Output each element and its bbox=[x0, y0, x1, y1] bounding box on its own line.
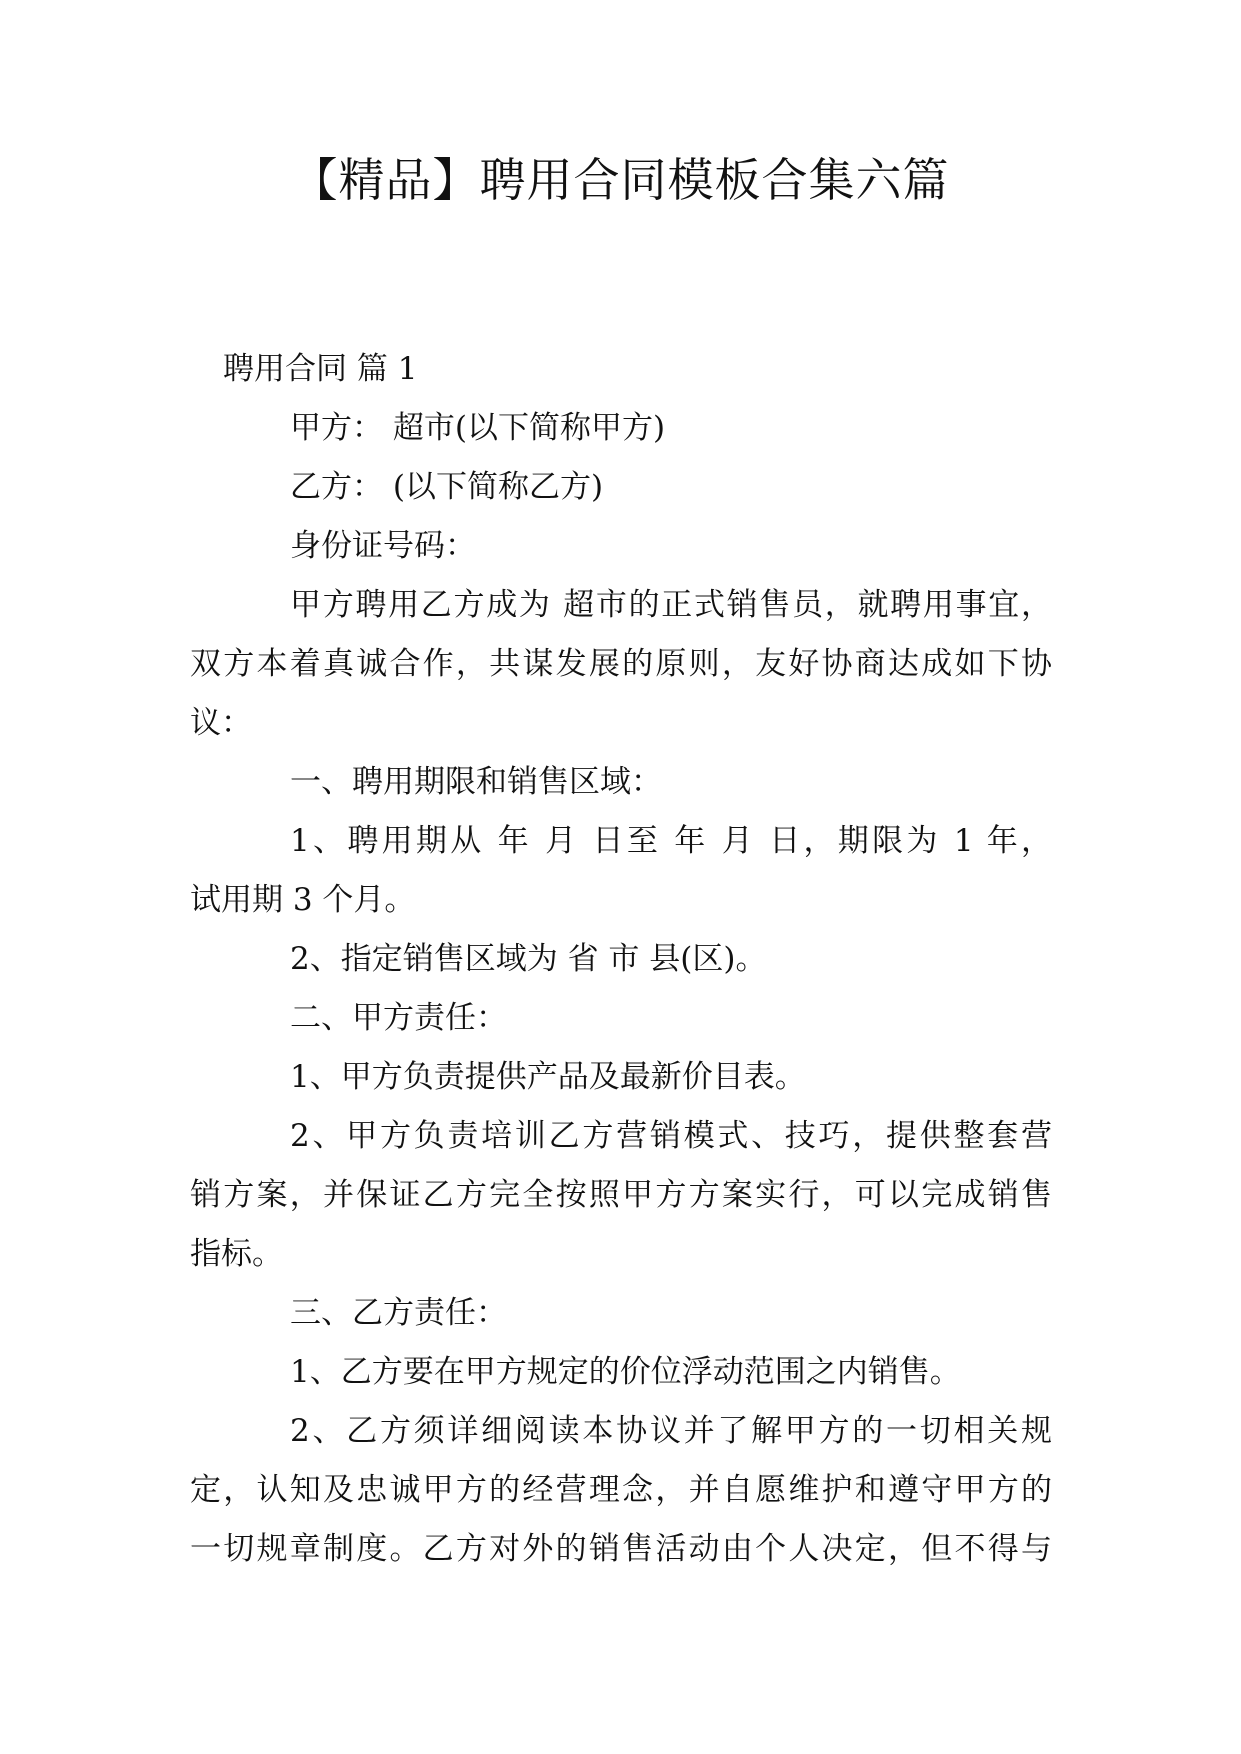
paragraph-line: 双方本着真诚合作，共谋发展的原则，友好协商达成如下协 bbox=[190, 646, 1052, 682]
paragraph-line: 1、甲方负责提供产品及最新价目表。 bbox=[290, 1059, 806, 1095]
paragraph-line: 甲方聘用乙方成为 超市的正式销售员，就聘用事宜， bbox=[290, 587, 1052, 623]
section-heading: 聘用合同 篇 1 bbox=[223, 351, 418, 387]
paragraph-line: 指标。 bbox=[190, 1236, 283, 1272]
clause-heading: 三、乙方责任： bbox=[290, 1295, 507, 1331]
paragraph-line: 销方案，并保证乙方完全按照甲方方案实行，可以完成销售 bbox=[190, 1177, 1052, 1213]
document-body bbox=[190, 340, 1052, 1579]
paragraph-line: 试用期 3 个月。 bbox=[190, 882, 416, 918]
paragraph-line: 一切规章制度。乙方对外的销售活动由个人决定，但不得与 bbox=[190, 1531, 1052, 1567]
paragraph-line: 定，认知及忠诚甲方的经营理念，并自愿维护和遵守甲方的 bbox=[190, 1472, 1052, 1508]
paragraph-line: 2、指定销售区域为 省 市 县(区)。 bbox=[290, 941, 767, 977]
clause-heading: 二、甲方责任： bbox=[290, 1000, 507, 1036]
paragraph-line: 2、乙方须详细阅读本协议并了解甲方的一切相关规 bbox=[290, 1413, 1052, 1449]
party-b-line: 乙方： (以下简称乙方) bbox=[290, 469, 604, 505]
paragraph-line: 2、甲方负责培训乙方营销模式、技巧，提供整套营 bbox=[290, 1118, 1052, 1154]
id-number-line: 身份证号码： bbox=[290, 528, 476, 564]
document-title: 【精品】聘用合同模板合集六篇 bbox=[291, 153, 950, 207]
clause-heading: 一、聘用期限和销售区域： bbox=[290, 764, 662, 800]
party-a-line: 甲方： 超市(以下简称甲方) bbox=[290, 410, 666, 446]
paragraph-line: 议： bbox=[190, 705, 252, 741]
paragraph-line: 1、聘用期从 年 月 日至 年 月 日，期限为 1 年， bbox=[290, 823, 1052, 859]
paragraph-line: 1、乙方要在甲方规定的价位浮动范围之内销售。 bbox=[290, 1354, 961, 1390]
